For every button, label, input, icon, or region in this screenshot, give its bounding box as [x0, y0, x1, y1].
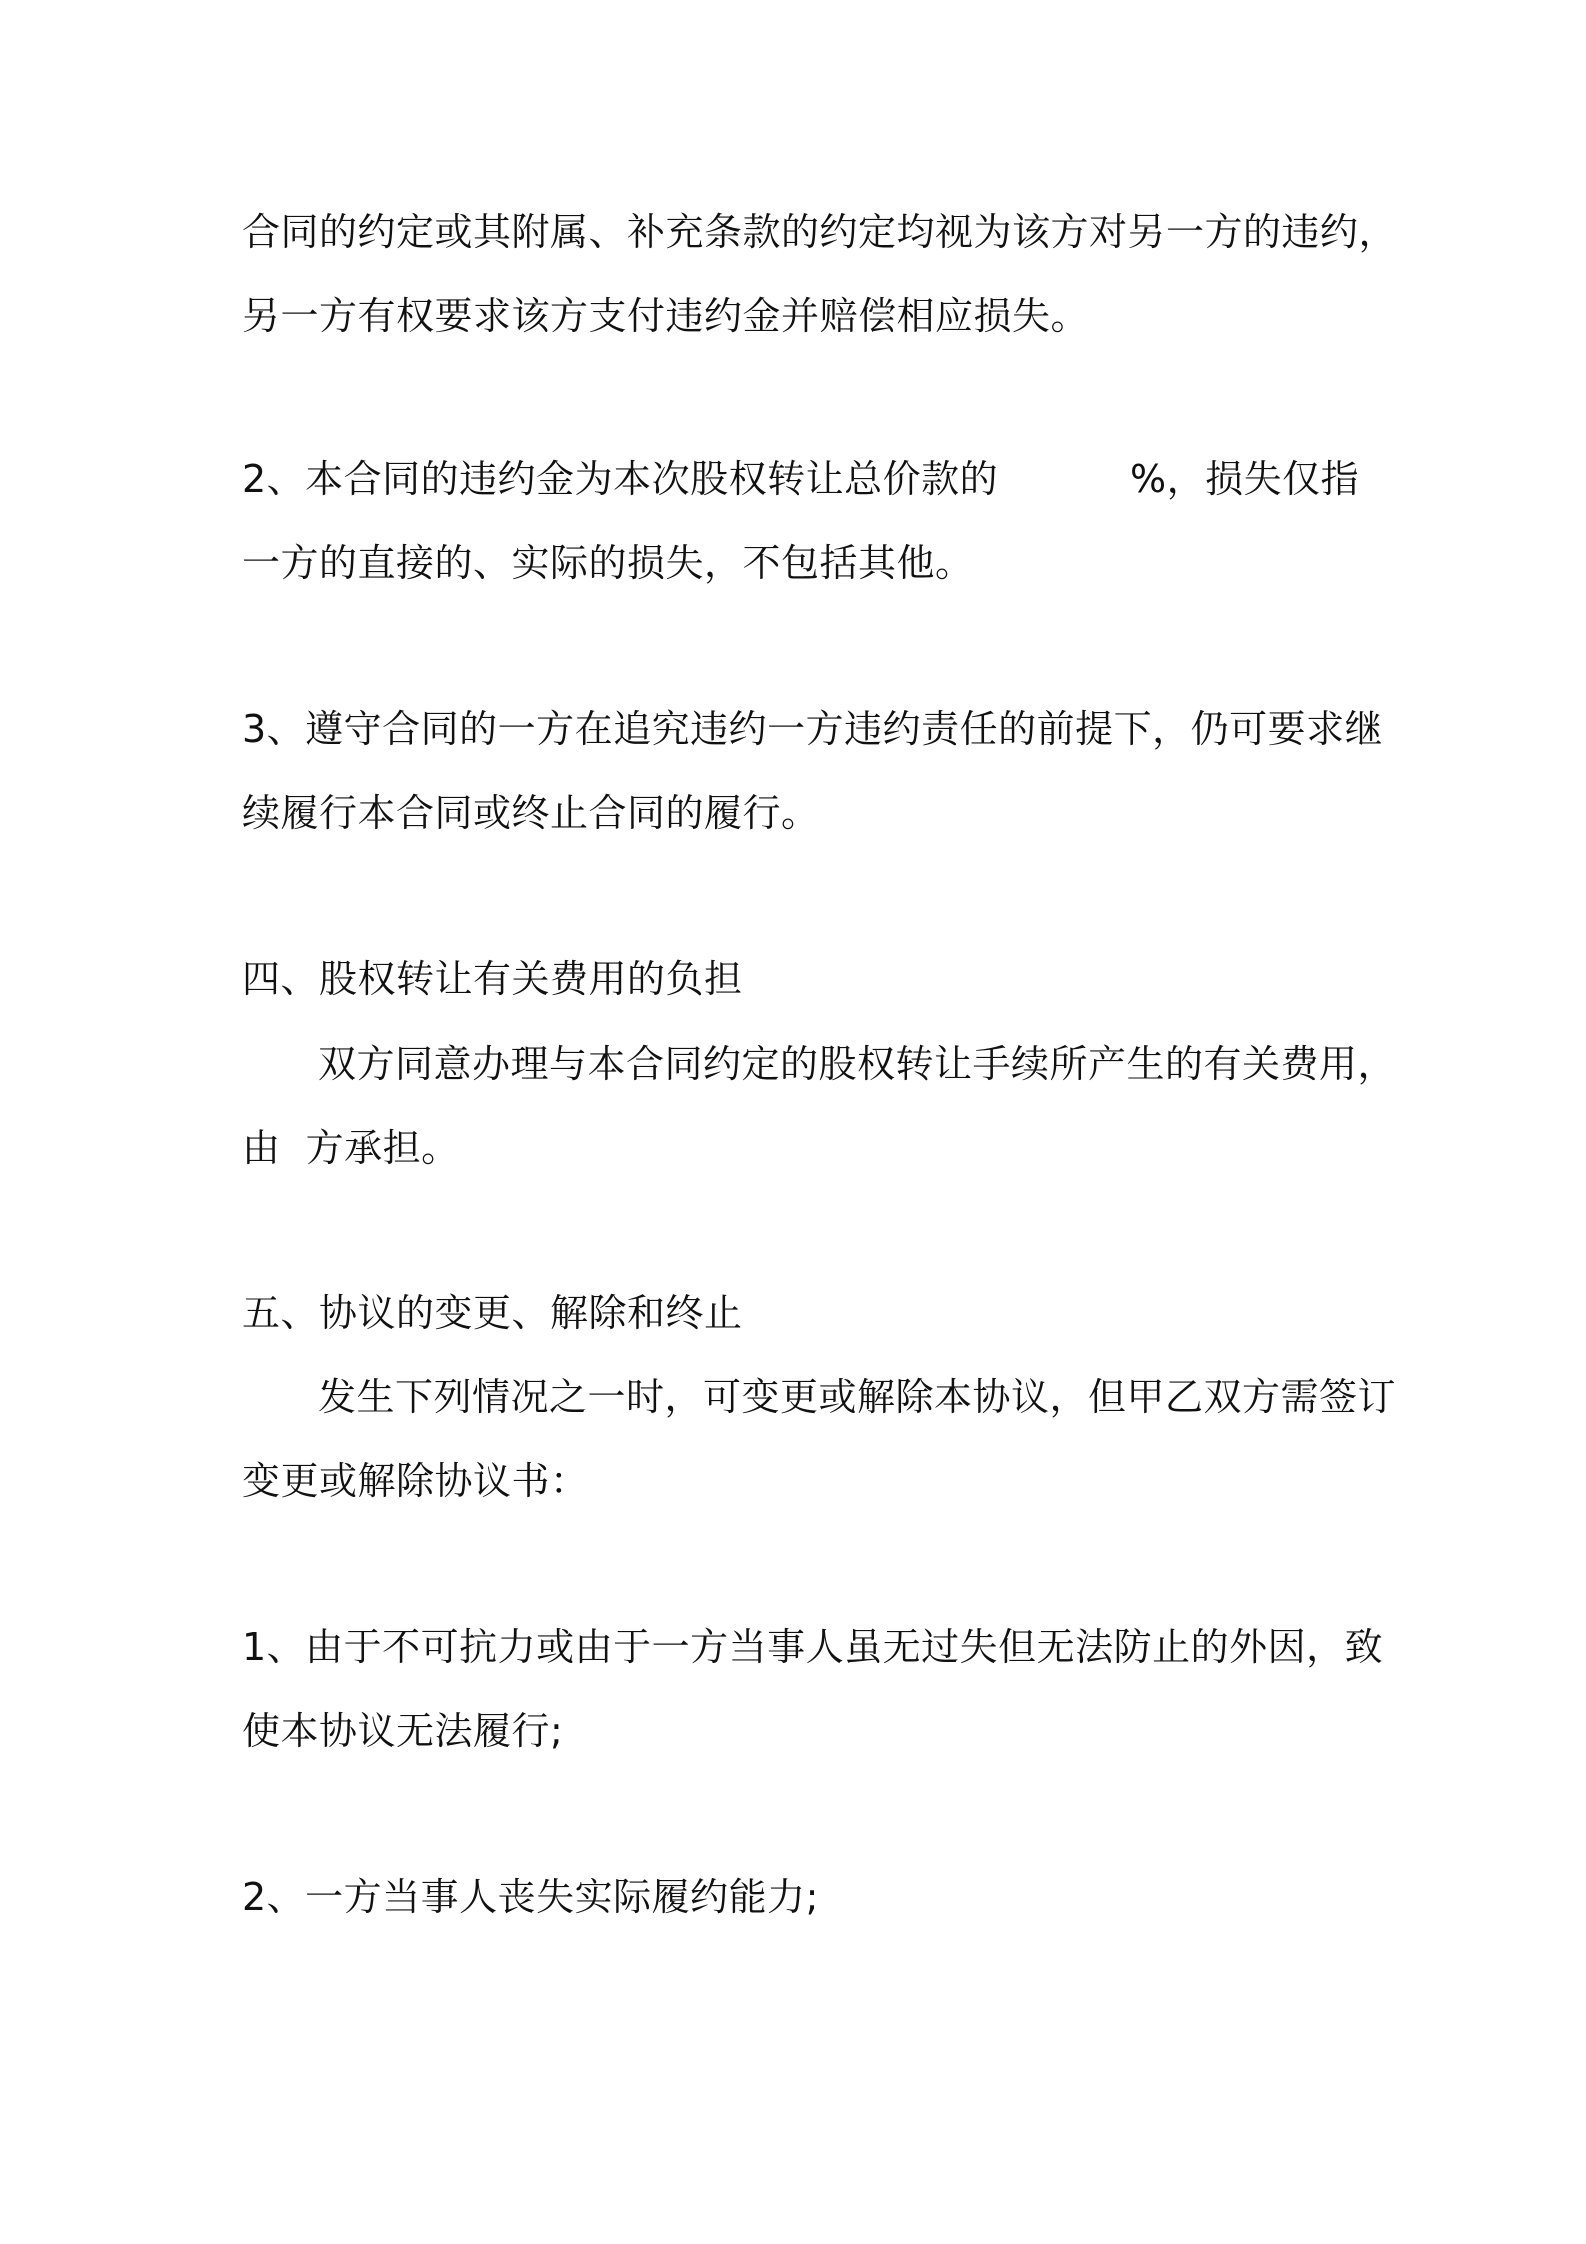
section-4-line: 双方同意办理与本合同约定的股权转让手续所产生的有关费用，: [318, 1042, 1397, 1086]
clause-2-line: 2、本合同的违约金为本次股权转让总价款的: [242, 457, 999, 501]
section-5-item-1-line: 1、由于不可抗力或由于一方当事人虽无过失但无法防止的外因，致: [242, 1625, 1384, 1669]
clause-2-line: 一方的直接的、实际的损失，不包括其他。: [242, 541, 974, 585]
section-4-heading: 四、股权转让有关费用的负担: [242, 957, 743, 1001]
section-5-heading: 五、协议的变更、解除和终止: [242, 1291, 743, 1335]
section-5-line: 变更或解除协议书：: [242, 1459, 589, 1503]
paragraph-line: 合同的约定或其附属、补充条款的约定均视为该方对另一方的违约，: [242, 210, 1398, 254]
section-4-line: 由 方承担。: [242, 1126, 460, 1170]
clause-3-line: 3、遵守合同的一方在追究违约一方违约责任的前提下，仍可要求继: [242, 707, 1384, 751]
clause-2-percent-tail: %，损失仅指: [1130, 457, 1360, 501]
section-5-item-2-line: 2、一方当事人丧失实际履约能力;: [242, 1875, 819, 1919]
paragraph-line: 另一方有权要求该方支付违约金并赔偿相应损失。: [242, 294, 1090, 338]
clause-3-line: 续履行本合同或终止合同的履行。: [242, 791, 820, 835]
section-5-item-1-line: 使本协议无法履行;: [242, 1709, 564, 1753]
section-5-line: 发生下列情况之一时，可变更或解除本协议，但甲乙双方需签订: [318, 1375, 1397, 1419]
